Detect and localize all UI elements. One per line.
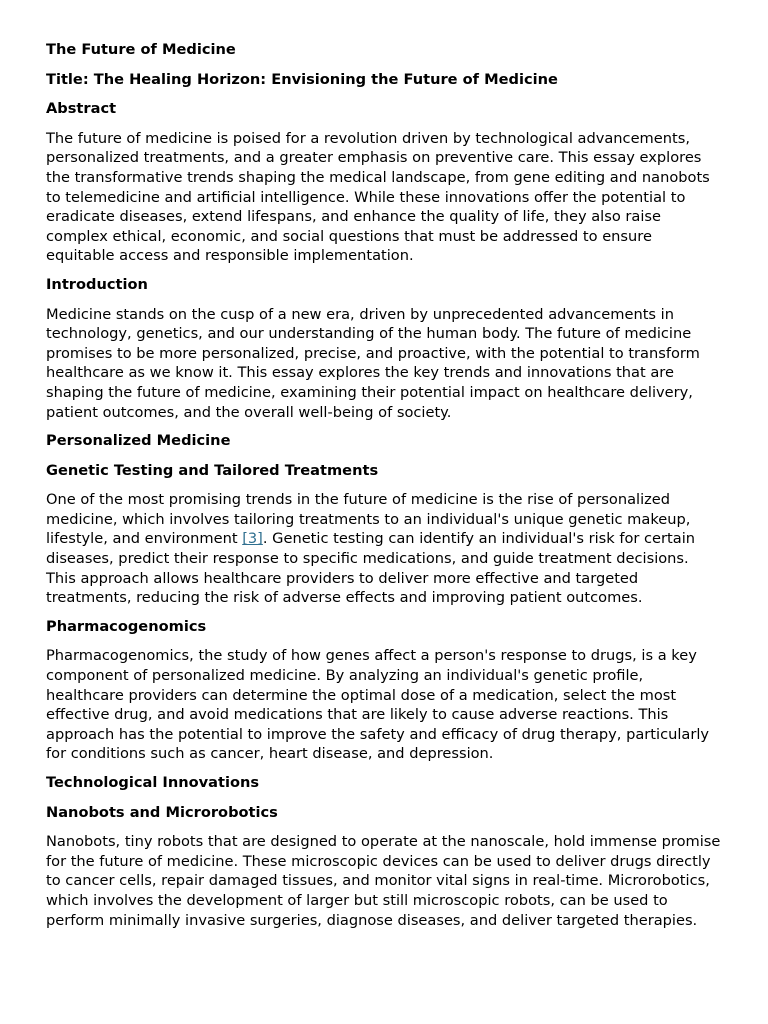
- genetic-text-after: . Genetic testing can identify an individual's risk for certain diseases, predict their response to specific medications, and guide treatment decisions. This approach allows healthcare providers to deliver more effective and targeted treatments, reducing the risk of adverse effects and improving patient outcomes.: [46, 530, 696, 607]
- abstract-paragraph: The future of medicine is poised for a revolution driven by technological advancements, personalized treatments, and a greater emphasis on preventive care. This essay explores the transformative trends shaping the medical landscape, from gene editing and nanobots to telemedicine and artificial intelligence. While these innovations offer the potential to eradicate diseases, extend lifespans, and enhance the quality of life, they also raise complex ethical, economic, and social questions that must be addressed to ensure equitable access and responsible implementation.: [46, 129, 710, 265]
- introduction-paragraph: Medicine stands on the cusp of a new era, driven by unprecedented advancements in technology, genetics, and our understanding of the human body. The future of medicine promises to be more personalized, precise, and proactive, with the potential to transform healthcare as we know it. This essay explores the key trends and innovations that are shaping the future of medicine, examining their potential impact on healthcare delivery, patient outcomes, and the overall well-being of society.: [46, 305, 700, 421]
- genetic-testing-paragraph: [46, 490, 722, 608]
- abstract-heading: Abstract: [46, 100, 117, 118]
- technological-innovations-heading: Technological Innovations: [46, 774, 260, 791]
- citation-link[interactable]: [3]: [242, 530, 263, 548]
- nanobots-paragraph: Nanobots, tiny robots that are designed to operate at the nanoscale, hold immense promise for the future of medicine. These microscopic devices can be used to deliver drugs directly to cancer cells, repair damaged tissues, and monitor vital signs in real-time. Microrobotics, which involves the development of larger but still microscopic robots, can be used to perform minimally invasive surgeries, diagnose diseases, and deliver targeted therapies.: [46, 833, 721, 929]
- document-page: [46, 40, 722, 939]
- document-title: The Future of Medicine: [46, 41, 236, 58]
- genetic-text-before: One of the most promising trends in the future of medicine is the rise of personalized medicine, which involves tailoring treatments to an individual's unique genetic makeup, lifestyle, and environment: [46, 491, 691, 548]
- personalized-medicine-heading: Personalized Medicine: [46, 432, 231, 450]
- pharmacogenomics-heading: Pharmacogenomics: [46, 617, 207, 635]
- nanobots-heading: Nanobots and Microrobotics: [46, 803, 278, 821]
- introduction-heading: Introduction: [46, 275, 148, 293]
- genetic-testing-heading: Genetic Testing and Tailored Treatments: [46, 461, 379, 479]
- pharmacogenomics-paragraph: Pharmacogenomics, the study of how genes affect a person's response to drugs, is a key component of personalized medicine. By analyzing an individual's genetic profile, healthcare providers can determine the optimal dose of a medication, select the most effective drug, and avoid medications that are likely to cause adverse reactions. This approach has the potential to improve the safety and efficacy of drug therapy, particularly for conditions such as cancer, heart disease, and depression.: [46, 647, 710, 763]
- essay-title: Title: The Healing Horizon: Envisioning the Future of Medicine: [46, 70, 558, 88]
